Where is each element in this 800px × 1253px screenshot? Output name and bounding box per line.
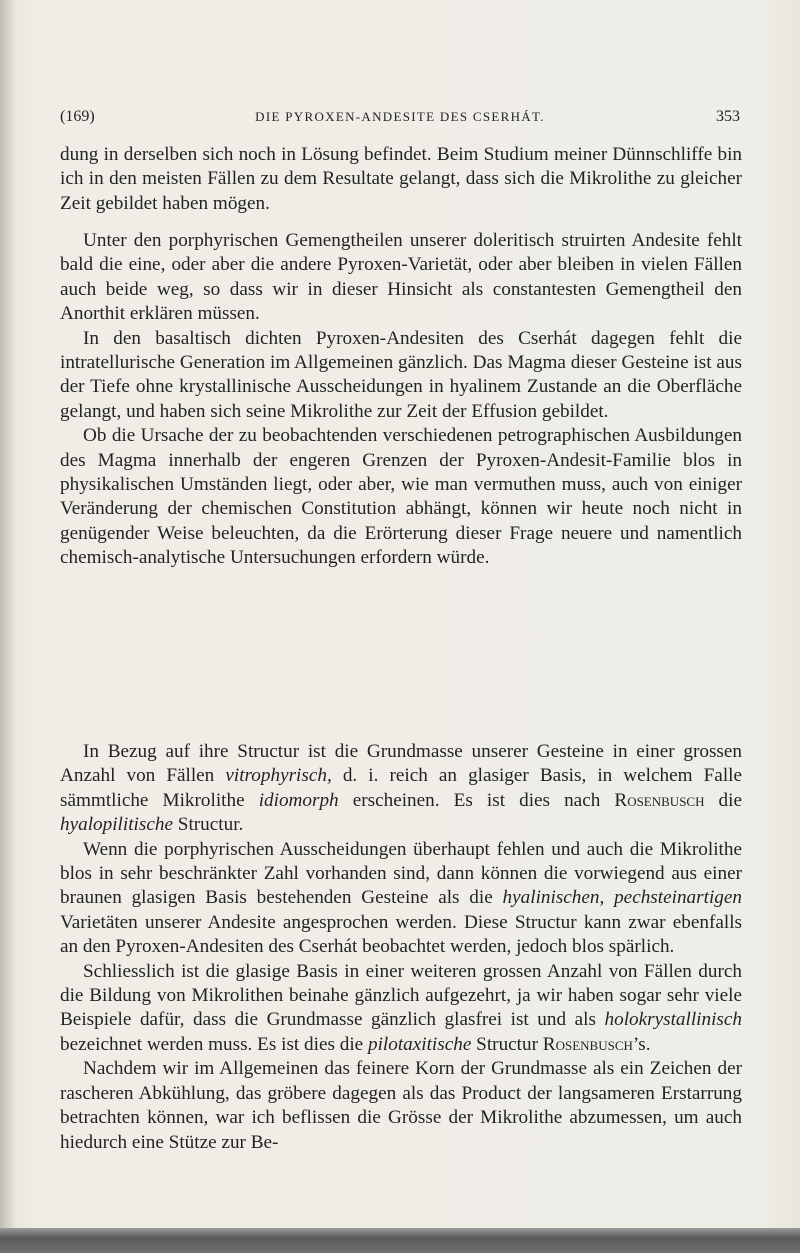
section-number: (169) (60, 108, 95, 125)
paragraph: Wenn die porphyrischen Ausscheidungen überhaupt fehlen und auch die Mikrolithe blos in sehr beschränkter Zahl vorhanden sind, dann können die vorwiegend aus einer braunen glasigen Basis bestehenden Gesteine als die hyalinischen, pechsteinartigen Varietäten unserer Andesite angesprochen werden. Diese Structur kann zwar ebenfalls an den Pyroxen-Andesiten des Cserhát beobachtet werden, jedoch blos spärlich. (60, 838, 742, 958)
running-header (60, 108, 740, 132)
text-block-1 (60, 143, 742, 216)
running-title: DIE PYROXEN-ANDESITE DES CSERHÁT. (255, 109, 545, 124)
paragraph: Unter den porphyrischen Gemengtheilen unserer doleritisch struirten Andesite fehlt bald die eine, oder aber die andere Pyroxen-Varietät, oder aber bleiben in vielen Fällen auch beide weg, so dass wir in dieser Hinsicht als constantesten Gemengtheil den Anorthit erklären müssen. (60, 230, 742, 325)
page-number: 353 (716, 108, 740, 125)
paragraph: In den basaltisch dichten Pyroxen-Andesiten des Cserhát dagegen fehlt die intratellurische Generation im Allgemeinen gänzlich. Das Magma dieser Gesteine ist aus der Tiefe ohne krystallinische Ausscheidungen in hyalinem Zustande an die Oberfläche gelangt, und haben sich seine Mikrolithe zur Zeit der Effusion gebildet. (60, 327, 742, 422)
paragraph: Nachdem wir im Allgemeinen das feinere Korn der Grundmasse als ein Zeichen der rascheren Abkühlung, das gröbere dagegen als das Product der langsameren Erstarrung betrachten können, war ich beflissen die Grösse der Mikrolithe abzumessen, um auch hiedurch eine Stütze zur Be- (60, 1058, 742, 1153)
text-block-3 (60, 740, 742, 1155)
author-name: Rosenbusch (614, 789, 705, 811)
paragraph: In Bezug auf ihre Structur ist die Grundmasse unserer Gesteine in einer grossen Anzahl von Fällen vitrophyrisch, d. i. reich an glasiger Basis, in welchem Falle sämmtliche Mikrolithe idiomorph erscheinen. Es ist dies nach Rosenbusch die hyalopilitische Structur. (60, 741, 743, 836)
paragraph: dung in derselben sich noch in Lösung befindet. Beim Studium meiner Dünnschliffe bin ich in den meisten Fällen zu dem Resultate gelangt, dass sich die Mikrolithe zu gleicher Zeit gebildet haben mögen. (60, 144, 742, 214)
text-block-2 (60, 229, 742, 571)
author-name: Rosenbusch (542, 1033, 633, 1055)
paragraph: Schliesslich ist die glasige Basis in einer weiteren grossen Anzahl von Fällen durch die Bildung von Mikrolithen beinahe gänzlich aufgezehrt, ja wir haben sogar sehr viele Beispiele dafür, dass die Grundmasse gänzlich glasfrei ist und als holokrystallinisch bezeichnet werden muss. Es ist dies die pilotaxitische Structur Rosenbusch’s. (60, 960, 742, 1055)
scan-edge (0, 1228, 800, 1253)
paragraph: Ob die Ursache der zu beobachtenden verschiedenen petrographischen Ausbildungen des Magma innerhalb der engeren Grenzen der Pyroxen-Andesit-Familie blos in physikalischen Umständen liegt, oder aber, wie man vermuthen muss, auch von einiger Veränderung der chemischen Constitution abhängt, können wir heute noch nicht in genügender Weise beleuchten, da die Erörterung dieser Frage neuere und namentlich chemisch-analytische Untersuchungen erfordern würde. (60, 425, 742, 569)
page-gutter-shadow (0, 0, 16, 1253)
